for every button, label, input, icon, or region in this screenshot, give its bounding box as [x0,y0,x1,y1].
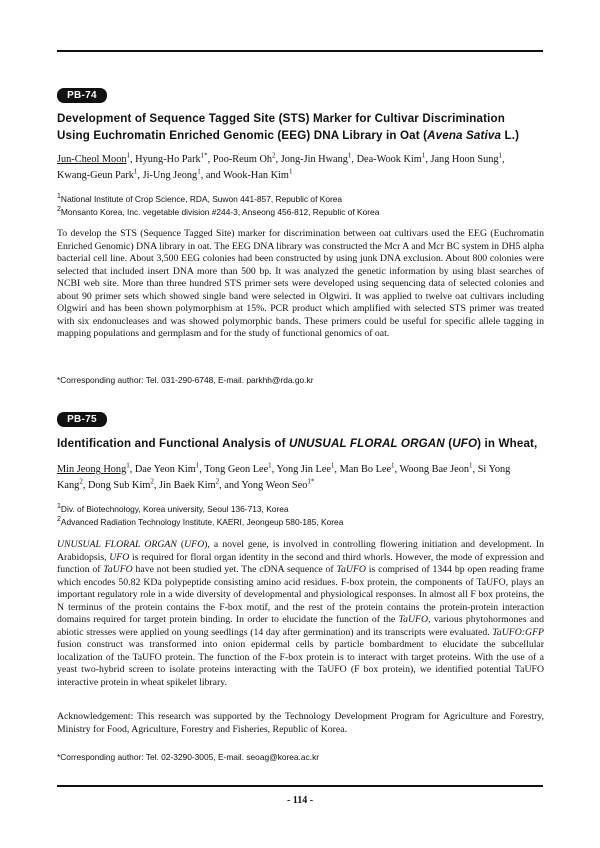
affiliation-marker: 1* [307,477,315,486]
author-name: Jang Hoon Sung [430,154,499,165]
top-rule [57,50,543,52]
affiliation-marker: 1* [200,151,208,160]
affiliation-marker: 2 [150,477,154,486]
author-name: Dea-Wook Kim [356,154,422,165]
author-name: Man Bo Lee [339,464,392,475]
affiliation-marker: 2 [79,477,83,486]
author-name: Yong Weon Seo [241,480,308,491]
affiliation: $^2$Advanced Radiation Technology Institute, KAERI, Jeongeup 580-185, Korea [57,516,344,527]
affiliation-marker: 1 [288,167,293,176]
gene-name: UNUSUAL FLORAL ORGAN [288,437,445,450]
author-name: Kwang-Geun Park [57,170,134,181]
abstract-id-badge: PB-74 [57,88,107,103]
author-name: Yong Jin Lee [276,464,331,475]
author-list [57,152,543,184]
acknowledgement: Acknowledgement: This research was supported by the Technology Development Program for Agriculture and Forestry, Ministry for Food, Agriculture, Forestry and Fisheries, Republic of Korea. [57,711,544,735]
abstract-body: UNUSUAL FLORAL ORGAN (UFO), a novel gene, is involved in controlling flowering initiation and development. In Arabidopsis, UFO is required for floral organ identity in the second and third whorls. However, the mode of expression and function of TaUFO have not been studied yet. The cDNA sequence of TaUFO is comprised of 1344 bp open reading frame which encodes 50.82 KDa polypeptide consisting amino acid residues. F-box protein, the components of TaUFO, plays an important regulatory role in a wide diversity of developmental and physiological responses. In almost all F box proteins, the N terminus of the protein contains the F-box motif, and the rest of the protein contains the protein-protein interaction domains required for target protein binding. In order to elucidate the function of the TaUFO, various phytohormones and abiotic stresses were applied on young seedlings (14 day after germination) and its transcripts were evaluated. TaUFO:GFP fusion construct was transformed into onion epidermal cells by particle bombardment to elucidate the subcellular localization of the TaUFO protein. The function of the F-box protein is to interact with target proteins. With the use of a yeast two-hybrid screen to isolate proteins interacting with the TaUFO (F box protein), we identified potential TaUFO interactive protein in wheat spikelet library. [57,539,545,689]
affiliation-marker: 1 [347,151,352,160]
author-name: Min Jeong Hong [57,464,127,475]
author-name: Jun-Cheol Moon [57,154,127,165]
abstract-title [57,110,547,144]
author-name: Jin Baek Kim [159,480,216,491]
affiliation-marker: 1 [421,151,426,160]
author-line: Kwang-Geun Park$^1$, Ji-Ung Jeong$^1$, and Wook-Han Kim$^1$ [57,167,293,181]
author-list [57,462,543,494]
affiliation: $^1$Div. of Biotechnology, Korea university, Seoul 136-713, Korea [57,503,289,514]
affiliation-marker: 1 [330,461,335,470]
author-name: Ji-Ung Jeong [142,170,198,181]
affiliation-marker: 1 [268,461,272,470]
affiliation-marker: 1 [126,151,131,160]
affiliation-marker: 1 [498,151,503,160]
corresponding-author: *Corresponding author: Tel. 02-3290-3005, E-mail. seoag@korea.ac.kr [57,752,320,762]
author-name: Poo-Reum Oh [212,154,273,165]
affiliation-marker: 1 [126,461,130,470]
author-name: Tong Geon Lee [204,464,269,475]
affiliations [57,503,543,529]
abstract-body: To develop the STS (Sequence Tagged Site) marker for discrimination between oat cultivars used the EEG (Euchromatin Enriched Genomic) DNA library in oat. The EEG DNA library was constructed the Mcr A and Mcr BC system in DH5 alpha bacterial cell line. About 3,500 EEG colonies had been constructed by using junk DNA exclusion. About 800 colonies were selected that included insert DNA more than 500 bp. It was analyzed the genetic information by using blast searches of NCBI web site. More than three hundred STS primer sets were developed using sequencing data of selected colonies and about 90 primer sets which showed single band were selected in Olgwiri. It was applied to twelve oat cultivars including Olgwiri and has been shown polymorphism at 15%. PCR product which amplified with selected STS primer was treated with six endonucleases and was showed polymorphic bands. These primers could be useful for specific allele tagging in mapping populations and germplasm and for the study of functional genomics of oat. [57,228,544,340]
affiliation-marker: 1 [195,461,200,470]
author-name: Dong Sub Kim [87,480,151,491]
corresponding-author: *Corresponding author: Tel. 031-290-6748, E-mail. parkhh@rda.go.kr [57,375,314,385]
affiliation: $^2$Monsanto Korea, Inc. vegetable division #244-3, Anseong 456-812, Republic of Korea [57,206,380,217]
author-line: Jun-Cheol Moon$^1$, Hyung-Ho Park$^{1*}$, Poo-Reum Oh$^2$, Jong-Jin Hwang$^1$, Dea-Wook Kim$^1$, Jang Hoon Sung$^1$, [57,151,505,165]
title-line: Development of Sequence Tagged Site (STS) Marker for Cultivar Discrimination [57,112,505,125]
affiliation-marker: 2 [272,151,276,160]
affiliation-marker: 2 [215,477,220,486]
author-name: Dae Yeon Kim [134,464,196,475]
affiliation-marker: 1 [133,167,138,176]
affiliation-marker: 1 [469,461,473,470]
page-number: - 114 - [286,795,314,806]
title-line: L.) [501,129,520,142]
title-line: Using Euchromatin Enriched Genomic (EEG) DNA Library in Oat ( [57,129,428,142]
author-name: Kang [57,480,80,491]
author-line: Kang$^2$, Dong Sub Kim$^2$, Jin Baek Kim$^2$, and Yong Weon Seo$^{1*}$ [57,477,315,491]
gene-symbol: UFO [452,437,478,450]
author-name: Woong Bae Jeon [399,464,470,475]
author-name: Jong-Jin Hwang [280,154,348,165]
abstract-title: Identification and Functional Analysis of UNUSUAL FLORAL ORGAN (UFO) in Wheat, [57,437,538,450]
abstract-id-badge: PB-75 [57,412,107,427]
affiliation: $^1$National Institute of Crop Science, RDA, Suwon 441-857, Republic of Korea [57,193,343,204]
affiliation-marker: 1 [391,461,395,470]
author-line: Min Jeong Hong$^1$, Dae Yeon Kim$^1$, Tong Geon Lee$^1$, Yong Jin Lee$^1$, Man Bo Lee$^1$, Woong Bae Jeon$^1$, Si Yong [57,461,511,475]
affiliation-marker: 1 [197,167,201,176]
species-name: Avena Sativa [427,129,502,142]
author-name: Hyung-Ho Park [135,154,201,165]
affiliations [57,193,543,219]
author-name: Si Yong [477,464,511,475]
bottom-rule [57,785,543,787]
author-name: Wook-Han Kim [223,170,289,181]
